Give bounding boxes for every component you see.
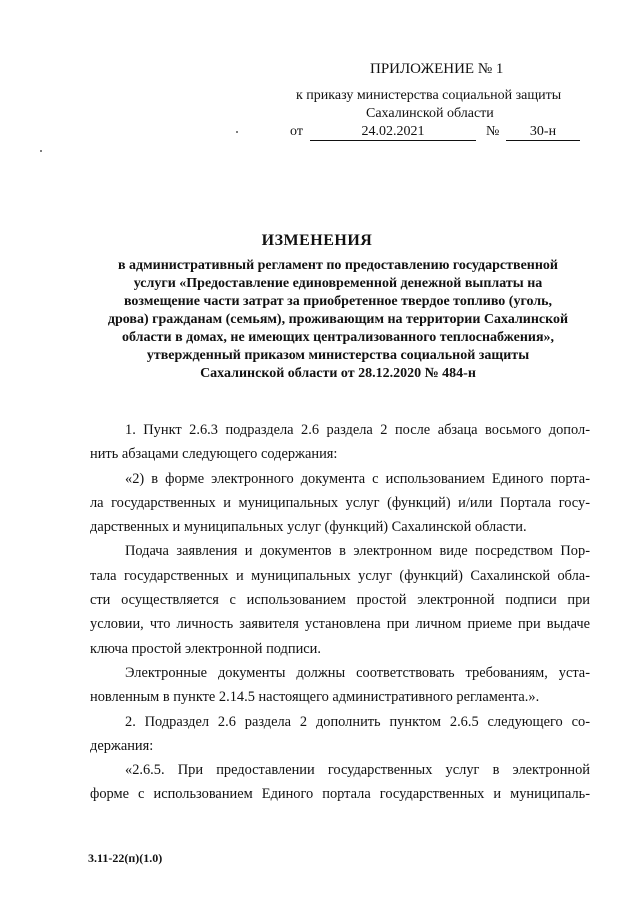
subtitle-line: утвержденный приказом министерства социальной защиты [146,348,530,363]
order-number: 30-н [506,124,580,141]
body-line: нить абзацами следующего содержания: [90,446,338,463]
body-line: «2.6.5. При предоставлении государственных услуг в электронной [125,762,590,779]
order-date-row [290,124,590,144]
subtitle-line: дрова) гражданам (семьям), проживающим на территории Сахалинской [107,312,569,327]
subtitle-line: Сахалинской области от 28.12.2020 № 484-н [200,366,476,381]
body-line: новленным в пункте 2.14.5 настоящего административного регламента.». [90,689,540,706]
label-number: № [486,124,500,139]
subtitle-line: услуги «Предоставление единовременной денежной выплаты на [133,276,543,291]
body-line: Электронные документы должны соответствовать требованиям, уста- [125,664,590,681]
order-date: 24.02.2021 [310,124,476,141]
body-line: 1. Пункт 2.6.3 подраздела 2.6 раздела 2 после абзаца восьмого допол- [125,422,590,438]
subtitle-line: области в домах, не имеющих централизованного теплоснабжения», [121,330,555,345]
scan-speck [236,131,238,133]
body-line: условии, что личность заявителя установлена при личном приеме при выдаче [90,616,590,633]
body-line: дарственных и муниципальных услуг (функций) Сахалинской области. [90,519,527,536]
order-reference: к приказу министерства социальной защиты [296,88,562,103]
body-line: ключа простой электронной подписи. [90,640,321,657]
body-line: сти осуществляется с использованием простой электронной подписи при [90,592,590,609]
body-line: держания: [90,737,154,754]
body-line: 2. Подраздел 2.6 раздела 2 дополнить пунктом 2.6.5 следующего со- [125,713,590,730]
appendix-heading: ПРИЛОЖЕНИЕ № 1 [370,61,504,77]
paragraph-5 [90,710,590,759]
body-line: тала государственных и муниципальных услуг (функций) Сахалинской обла- [90,567,590,584]
paragraph-1 [90,418,590,467]
paragraph-4 [90,661,590,710]
label-from: от [290,124,303,139]
paragraph-6 [90,758,590,807]
order-region: Сахалинской области [366,106,494,121]
body-line: форме с использованием Единого портала государственных и муниципаль- [90,786,590,803]
paragraph-3 [90,539,590,660]
scan-speck [40,150,42,152]
body-line: ла государственных и муниципальных услуг (функций) и/или Портала госу- [90,494,590,511]
body-line: Подача заявления и документов в электронном виде посредством Пор- [125,543,590,560]
document-subtitle [96,257,580,383]
body-line: «2) в форме электронного документа с использованием Единого порта- [125,470,590,487]
document-title: ИЗМЕНЕНИЯ [261,232,373,249]
subtitle-line: в административный регламент по предоставлению государственной [118,258,558,273]
footer-code: 3.11-22(п)(1.0) [88,851,163,865]
paragraph-2 [90,467,590,540]
subtitle-line: возмещение части затрат за приобретенное твердое топливо (уголь, [123,294,553,309]
document-body [90,418,590,807]
